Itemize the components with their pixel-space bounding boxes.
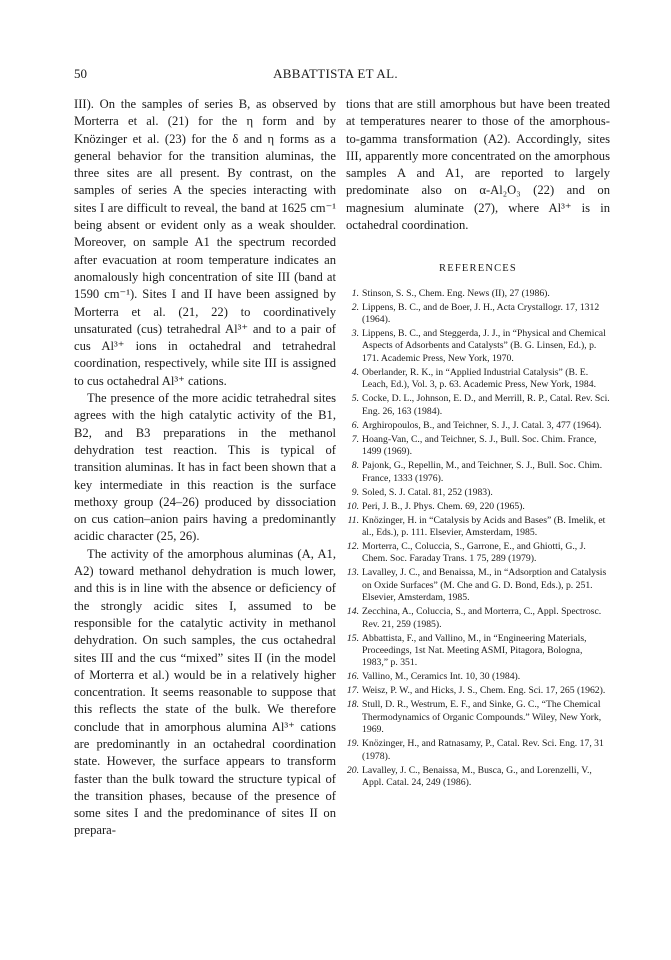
reference-number: 18 . — [346, 699, 359, 711]
reference-text: Peri, J. B., J. Phys. Chem. 69, 220 (1965). — [362, 500, 525, 512]
reference-text: Lavalley, J. C., Benaissa, M., Busca, G., and Lorenzelli, V., Appl. Catal. 24, 249 (1986). — [362, 764, 592, 788]
reference-number: 7 . — [346, 434, 359, 446]
reference-text: Abbattista, F., and Vallino, M., in “Engineering Materials, Proceedings, 1st Nat. Meeting ASMI, Pitagora, Bologna, 1983,” p. 351. — [362, 632, 587, 669]
reference-text: Soled, S. J. Catal. 81, 252 (1983). — [362, 486, 493, 498]
reference-item — [346, 367, 610, 392]
reference-text: Hoang-Van, C., and Teichner, S. J., Bull. Soc. Chim. France, 1499 (1969). — [362, 433, 597, 458]
reference-item — [346, 685, 610, 697]
reference-item — [346, 738, 610, 763]
reference-number: 12 . — [346, 541, 359, 553]
reference-item — [346, 699, 610, 736]
reference-text: Arghiropoulos, B., and Teichner, S. J., J. Catal. 3, 477 (1964). — [362, 419, 602, 431]
reference-number: 11 . — [346, 515, 359, 527]
reference-text: Knözinger, H., and Ratnasamy, P., Catal. Rev. Sci. Eng. 17, 31 (1978). — [362, 738, 604, 762]
reference-number: 13 . — [346, 567, 359, 579]
reference-text: Vallino, M., Ceramics Int. 10, 30 (1984). — [362, 671, 521, 683]
body-paragraph: The presence of the more acidic tetrahedral sites agrees with the high catalytic activity of the B1, B2, and B3 preparations in the methanol dehydration test reaction. This is typical of transition aluminas. It has in fact been shown that a key intermediate in this reaction is the surface methoxy group (24–26) produced by dissociation on cus cation–anion pairs having a predominantly acidic character (25, 26). — [74, 391, 336, 544]
reference-number: 15 . — [346, 633, 359, 645]
reference-number: 8 . — [346, 460, 359, 472]
reference-number: 9 . — [346, 487, 359, 499]
reference-item — [346, 460, 610, 485]
reference-item — [346, 434, 610, 459]
reference-item — [346, 420, 610, 432]
reference-item — [346, 567, 610, 604]
reference-item — [346, 328, 610, 365]
reference-item — [346, 671, 610, 683]
body-paragraph: The activity of the amorphous aluminas (A, A1, A2) toward methanol dehydration is much lower, and this is in line with the absence or deficiency of the strongly acidic sites I, assumed to be responsible for the catalytic activity in methanol dehydration. On such samples, the cus octahedral sites III and the cus “mixed” sites II (in the model of Morterra et al.) would be in a relatively higher concentration. It seems reasonable to suppose that this reflects the state of the bulk. We therefore conclude that in amorphous alumina Al³⁺ cations are predominantly in an octahedral coordination state. However, the surface appears to transform faster than the bulk toward the structure typical of the transition phases, because of the presence of some sites I and the predominance of sites II on prepara- — [74, 546, 336, 838]
reference-number: 3 . — [346, 328, 359, 340]
left-column — [74, 96, 336, 840]
reference-number: 5 . — [346, 393, 359, 405]
reference-text: Morterra, C., Coluccia, S., Garrone, E., and Ghiotti, G., J. Chem. Soc. Faraday Trans. 1 75, 289 (1979). — [362, 540, 586, 565]
reference-item — [346, 302, 610, 327]
reference-number: 17 . — [346, 685, 359, 697]
reference-item — [346, 515, 610, 540]
reference-text: Stinson, S. S., Chem. Eng. News (II), 27 (1986). — [362, 287, 550, 299]
reference-text: Knözinger, H. in “Catalysis by Acids and Bases” (B. Imelik, et al., Eds.), p. 111. Elsevier, Amsterdam, 1985. — [362, 514, 606, 538]
reference-number: 2 . — [346, 302, 359, 314]
reference-text: Lippens, B. C., and Steggerda, J. J., in “Physical and Chemical Aspects of Adsorbents and Catalysts” (B. G. Linsen, Ed.), p. 171. Academic Press, New York, 1970. — [362, 328, 606, 364]
reference-number: 19 . — [346, 738, 359, 750]
reference-text: Weisz, P. W., and Hicks, J. S., Chem. Eng. Sci. 17, 265 (1962). — [362, 685, 606, 697]
reference-number: 1 . — [346, 288, 359, 300]
reference-number: 20 . — [346, 765, 359, 777]
running-head: ABBATTISTA ET AL. — [273, 66, 398, 81]
reference-list — [346, 288, 610, 790]
reference-text: Zecchina, A., Coluccia, S., and Morterra, C., Appl. Spectrosc. Rev. 21, 259 (1985). — [362, 606, 602, 630]
reference-text: Cocke, D. L., Johnson, E. D., and Merrill, R. P., Catal. Rev. Sci. Eng. 26, 163 (1984). — [362, 393, 610, 417]
reference-number: 16 . — [346, 671, 359, 683]
reference-number: 10 . — [346, 501, 359, 513]
reference-text: Pajonk, G., Repellin, M., and Teichner, S. J., Bull. Soc. Chim. France, 1333 (1976). — [362, 460, 603, 484]
reference-item — [346, 288, 610, 300]
reference-item — [346, 765, 610, 790]
reference-item — [346, 541, 610, 566]
body-paragraph: III). On the samples of series B, as observed by Morterra et al. (21) for the η form and by Knözinger et al. (23) for the δ and η forms as a general behavior for the transition aluminas, the three sites are all present. By contrast, on the samples of series A the species interacting with sites I are difficult to reveal, the band at 1625 cm⁻¹ being absent or evident only as a weak shoulder. Moreover, on sample A1 the spectrum recorded after evacuation at room temperature indicates an anomalously high concentration of site III (band at 1590 cm⁻¹). Sites I and II have been assigned by Morterra et al. (21, 22) to coordinatively unsaturated (cus) tetrahedral Al³⁺ and to a pair of cus Al³⁺ ions in octahedral and tetrahedral coordination, respectively, while site III is assigned to cus octahedral Al³⁺ cations. — [74, 97, 336, 388]
reference-text: Oberlander, R. K., in “Applied Industrial Catalysis” (B. E. Leach, Ed.), Vol. 3, p. 63. Academic Press, New York, 1984. — [362, 366, 596, 391]
right-column — [346, 96, 610, 791]
reference-text: Lippens, B. C., and de Boer, J. H., Acta Crystallogr. 17, 1312 (1964). — [362, 301, 600, 326]
reference-item — [346, 393, 610, 418]
reference-item — [346, 633, 610, 670]
reference-number: 4 . — [346, 367, 359, 379]
reference-text: Lavalley, J. C., and Benaissa, M., in “Adsorption and Catalysis on Oxide Surfaces” (M. Che and G. D. Bond, Eds.), p. 251. Elsevier, Amsterdam, 1985. — [362, 567, 607, 604]
reference-number: 14 . — [346, 606, 359, 618]
references-heading: REFERENCES — [439, 263, 517, 275]
reference-item — [346, 487, 610, 499]
reference-item — [346, 501, 610, 513]
body-paragraph-continuation: tions that are still amorphous but have been treated at temperatures nearer to those of the amorphous-to-gamma transformation (A2). Accordingly, sites III, apparently more concentrated on the amorphous samples A and A1, are reported to largely predominate also on α-Al₂O₃ (22) and on magnesium aluminate (27), where Al³⁺ is in octahedral coordination. — [346, 97, 610, 233]
page-number: 50 — [74, 66, 87, 81]
reference-item — [346, 606, 610, 631]
reference-number: 6 . — [346, 420, 359, 432]
reference-text: Stull, D. R., Westrum, E. F., and Sinke, G. C., “The Chemical Thermodynamics of Organic Compounds.” Wiley, New York, 1969. — [362, 699, 602, 736]
